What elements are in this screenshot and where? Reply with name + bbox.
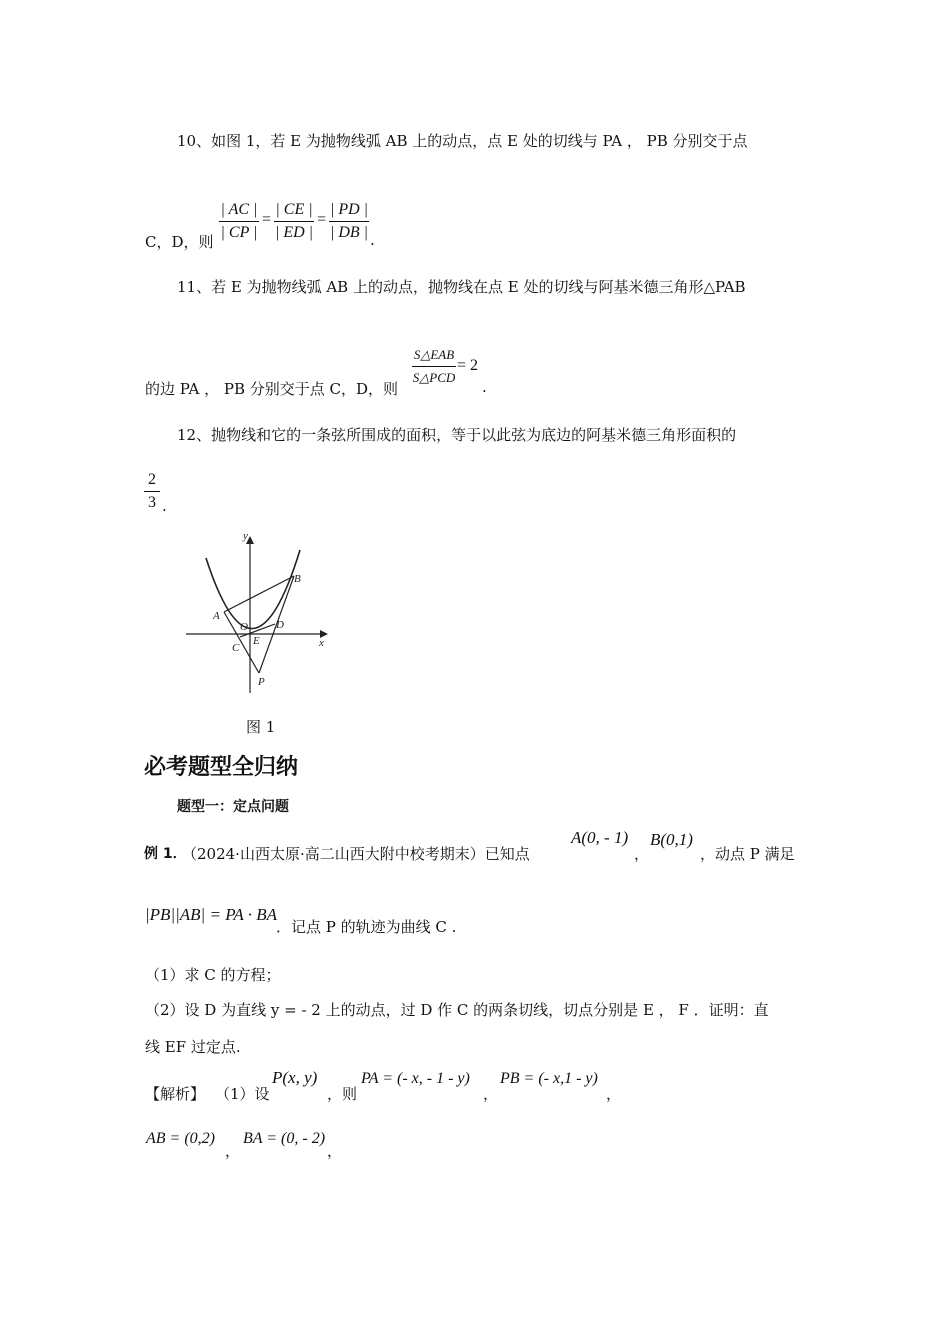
solution-then: ，则 <box>327 1085 358 1103</box>
fraction-numerator: | AC | <box>220 201 258 218</box>
label-x: x <box>319 637 324 649</box>
comma: ， <box>225 1142 241 1160</box>
equals-sign: = <box>262 211 272 228</box>
vector-ab: AB = (0,2) <box>146 1130 215 1147</box>
area-ratio-value: = 2 <box>457 357 479 374</box>
label-o: O <box>240 621 248 633</box>
condition-tail: ．记点 P 的轨迹为曲线 C . <box>276 918 457 936</box>
fraction-denominator: | CP | <box>220 224 258 241</box>
fraction-area-ratio <box>412 345 456 388</box>
example-label: 例 1． <box>144 846 187 862</box>
equals-sign: = <box>317 211 327 228</box>
point-a: A(0, - 1) <box>571 828 629 847</box>
parabola-figure <box>180 528 340 698</box>
item12-line1: 12、抛物线和它的一条弦所围成的面积，等于以此弦为底边的阿基米德三角形面积的 <box>177 426 737 444</box>
fraction-numerator: 2 <box>148 471 156 488</box>
vector-pa: PA = (- x, - 1 - y) <box>361 1070 470 1087</box>
label-d: D <box>276 619 284 631</box>
fraction-ce-ed <box>274 200 314 243</box>
section-title: 必考题型全归纳 <box>144 755 299 780</box>
comma: ， <box>606 1085 622 1103</box>
fraction-denominator: 3 <box>148 494 156 511</box>
period: . <box>162 497 167 515</box>
comma: ， <box>327 1142 343 1160</box>
fraction-two-thirds <box>144 470 160 513</box>
example-tail: ，动点 P 满足 <box>700 845 795 863</box>
fraction-denominator: | DB | <box>329 224 369 241</box>
label-p: P <box>258 676 265 688</box>
vector-condition: |PB||AB| = PA · BA <box>145 905 277 924</box>
fraction-pd-db <box>329 200 369 243</box>
item10-line1: 10、如图 1，若 E 为抛物线弧 AB 上的动点，点 E 处的切线与 PA ， PB 分别交于点 <box>177 132 748 150</box>
question-1: （1）求 C 的方程； <box>145 966 281 984</box>
comma: ， <box>483 1085 499 1103</box>
fraction-numerator: S△EAB <box>413 347 455 362</box>
solution-step: （1）设 <box>215 1085 270 1103</box>
solution-label: 【解析】 <box>145 1085 206 1103</box>
item10-prefix: C，D，则 <box>145 233 214 251</box>
point-b: B(0,1) <box>650 830 693 849</box>
figure-caption: 图 1 <box>246 718 276 736</box>
fraction-ac-cp <box>219 200 259 243</box>
fraction-numerator: | CE | <box>275 201 313 218</box>
parabola-curve <box>206 550 300 629</box>
label-y: y <box>243 530 248 542</box>
vector-ba: BA = (0, - 2) <box>243 1130 326 1147</box>
question-2-line1: （2）设 D 为直线 y = - 2 上的动点，过 D 作 C 的两条切线，切点分别是 E ， F ．证明：直 <box>145 1001 769 1019</box>
item11-line2: 的边 PA ， PB 分别交于点 C，D，则 <box>145 380 399 398</box>
label-b: B <box>294 573 301 585</box>
section-subtitle: 题型一：定点问题 <box>177 799 289 815</box>
question-2-line2: 线 EF 过定点. <box>145 1038 241 1056</box>
period: . <box>370 231 375 249</box>
example-source: （2024·山西太原·高二山西大附中校考期末）已知点 <box>182 845 530 863</box>
item11-line1: 11、若 E 为抛物线弧 AB 上的动点，抛物线在点 E 处的切线与阿基米德三角形△PAB <box>177 278 746 296</box>
fraction-denominator: | ED | <box>274 224 314 241</box>
label-a: A <box>213 610 220 622</box>
point-p: P(x, y) <box>272 1068 318 1087</box>
fraction-numerator: | PD | <box>329 201 369 218</box>
period: . <box>482 378 487 396</box>
separator: ， <box>634 845 650 863</box>
label-e: E <box>253 635 260 647</box>
vector-pb: PB = (- x,1 - y) <box>500 1070 598 1087</box>
label-c: C <box>232 642 240 654</box>
fraction-denominator: S△PCD <box>412 370 456 385</box>
